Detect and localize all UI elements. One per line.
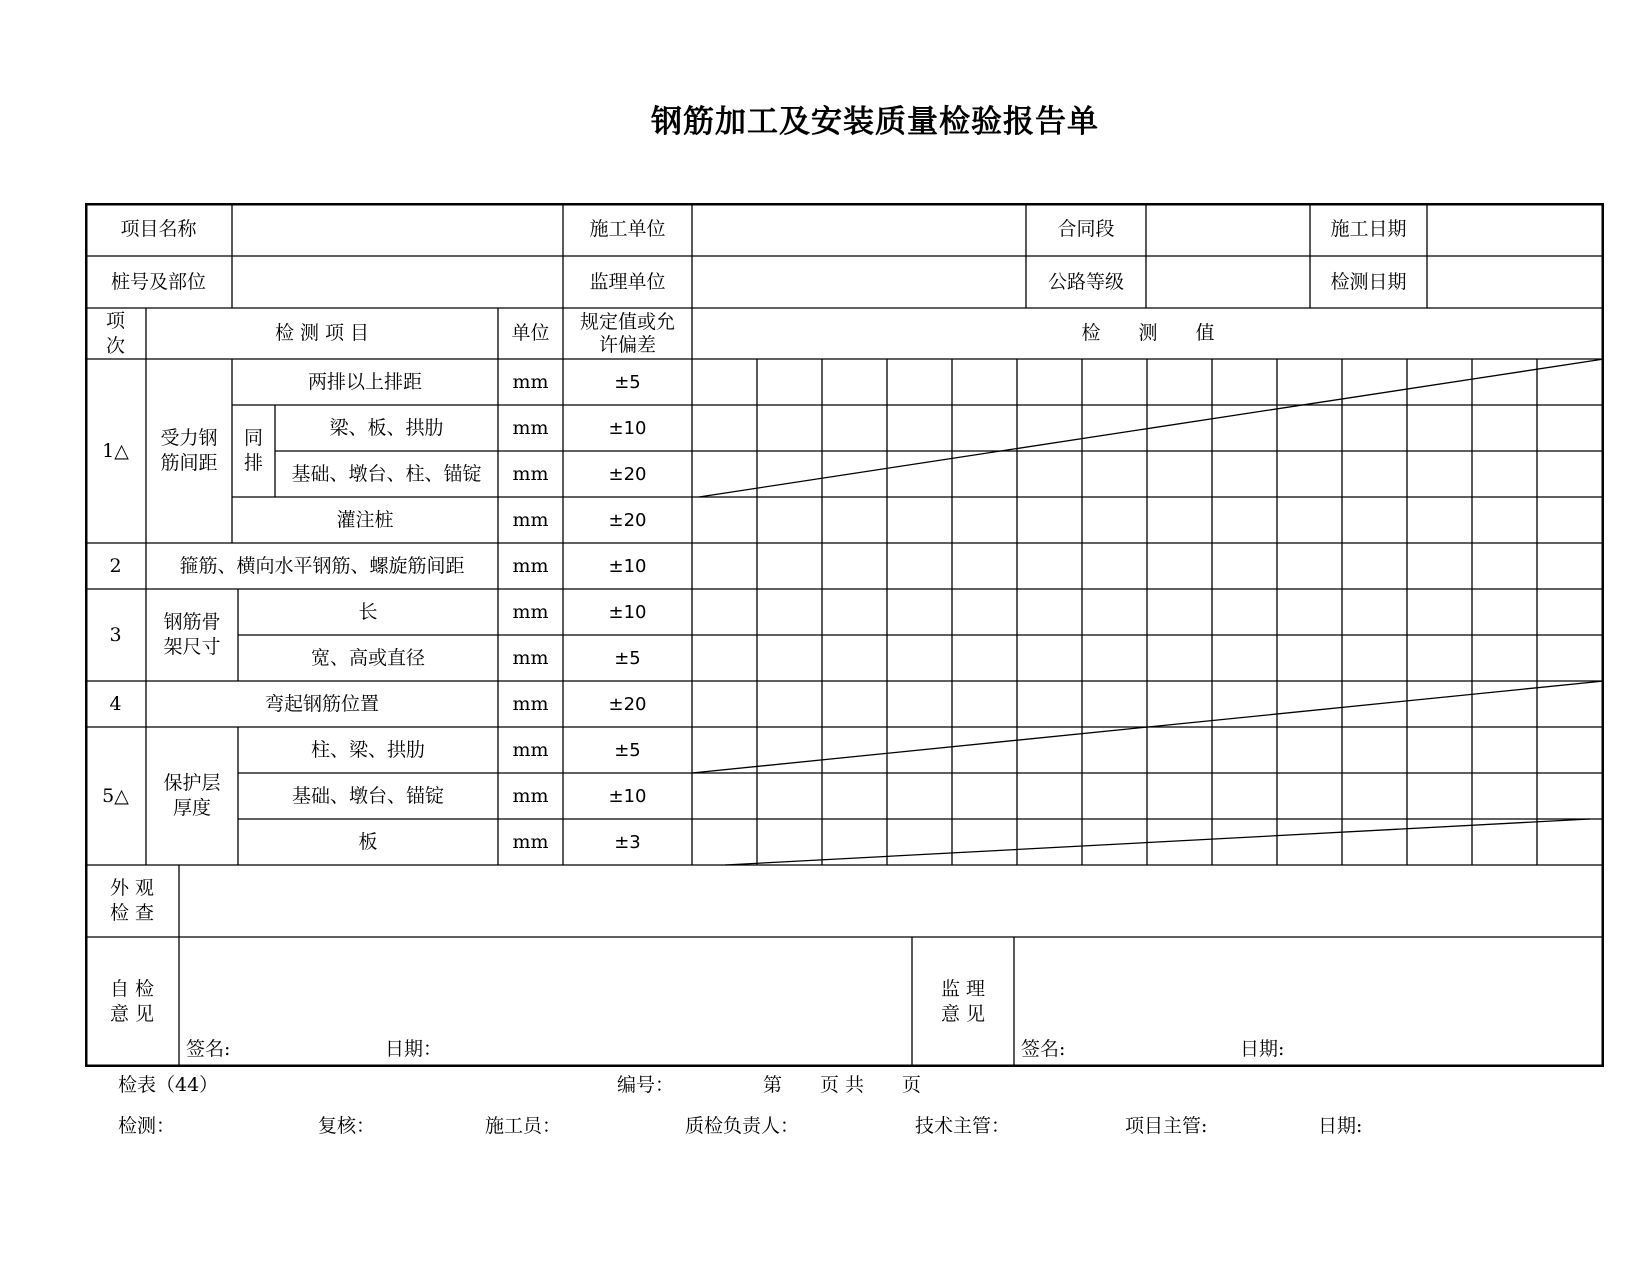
item-1-number: 1△: [102, 439, 129, 462]
reviewer-label: 复核：: [318, 1115, 376, 1137]
item-2-label: 箍筋、横向水平钢筋、螺旋筋间距: [179, 554, 465, 577]
tolerance-cell: ±5: [614, 647, 641, 669]
self-sign-label: 签名:: [186, 1037, 231, 1060]
appearance-check-label: 外 观 检 查: [109, 877, 155, 924]
test-item-header: 检 测 项 目: [274, 322, 370, 344]
tolerance-cell: ±5: [614, 371, 641, 393]
unit-cell: mm: [512, 600, 549, 623]
item-5-group: 保护层 厚度: [163, 772, 221, 819]
unit-cell: mm: [512, 646, 549, 669]
item-2-number: 2: [109, 554, 122, 577]
tolerance-cell: ±10: [608, 785, 647, 807]
item-5c-label: 板: [358, 830, 378, 853]
serial-label: 编号：: [617, 1074, 675, 1096]
form-number: 检表（44）: [118, 1074, 219, 1096]
road-grade-label: 公路等级: [1047, 270, 1124, 293]
tolerance-cell: ±20: [608, 509, 647, 531]
item-1b-label: 梁、板、拱肋: [329, 416, 444, 439]
test-date-label: 检测日期: [1330, 270, 1407, 293]
project-name-label: 项目名称: [120, 218, 197, 240]
self-check-label: 自 检 意 见: [109, 978, 155, 1025]
unit-cell: mm: [512, 784, 549, 807]
unit-cell: mm: [512, 692, 549, 715]
item-4-label: 弯起钢筋位置: [264, 692, 379, 715]
unit-cell: mm: [512, 738, 549, 761]
footer-date-label: 日期:: [1318, 1115, 1363, 1137]
tolerance-cell: ±10: [608, 555, 647, 577]
tester-label: 检测：: [118, 1115, 176, 1137]
constructor-label: 施工员：: [485, 1115, 562, 1137]
tolerance-cell: ±3: [614, 831, 641, 853]
contract-section-label: 合同段: [1057, 218, 1115, 240]
unit-cell: mm: [512, 508, 549, 531]
item-5b-label: 基础、墩台、锚锭: [291, 784, 444, 807]
station-part-label: 桩号及部位: [110, 270, 206, 293]
tech-head-label: 技术主管：: [915, 1115, 1011, 1137]
page-label: 第 页 共 页: [763, 1074, 922, 1096]
qc-head-label: 质检负责人：: [685, 1115, 800, 1137]
item-5a-label: 柱、梁、拱肋: [310, 738, 425, 761]
supervisor-label: 监理单位: [589, 270, 666, 293]
form-title: 钢筋加工及安装质量检验报告单: [651, 104, 1099, 140]
unit-cell: mm: [512, 554, 549, 577]
supervision-opinion-label: 监 理 意 见: [940, 978, 986, 1025]
tolerance-header: 规定值或允 许偏差: [579, 310, 675, 356]
supervision-sign-label: 签名:: [1021, 1037, 1066, 1060]
tolerance-cell: ±20: [608, 693, 647, 715]
item-3-number: 3: [109, 623, 122, 646]
item-1-group: 受力钢 筋间距: [160, 427, 218, 474]
unit-cell: mm: [512, 416, 549, 439]
tolerance-cell: ±5: [614, 739, 641, 761]
measured-values-header: 检 测 值: [1081, 322, 1215, 344]
unit-header: 单位: [511, 322, 550, 344]
item-5-number: 5△: [102, 784, 129, 807]
item-3a-label: 长: [358, 600, 378, 623]
item-3b-label: 宽、高或直径: [310, 646, 425, 669]
item-4-number: 4: [109, 692, 122, 715]
tolerance-cell: ±20: [608, 463, 647, 485]
project-head-label: 项目主管:: [1125, 1115, 1208, 1137]
unit-cell: mm: [512, 830, 549, 853]
contractor-label: 施工单位: [589, 218, 666, 240]
supervision-date-label: 日期:: [1240, 1037, 1285, 1060]
item-1a-label: 两排以上排距: [307, 370, 422, 393]
item-1d-label: 灌注桩: [336, 508, 394, 531]
item-1c-label: 基础、墩台、柱、锚锭: [291, 462, 482, 485]
unit-cell: mm: [512, 462, 549, 485]
unit-cell: mm: [512, 370, 549, 393]
inspection-table: [85, 203, 1604, 1067]
tolerance-cell: ±10: [608, 417, 647, 439]
tolerance-cell: ±10: [608, 601, 647, 623]
construction-date-label: 施工日期: [1330, 218, 1407, 240]
self-date-label: 日期：: [385, 1037, 443, 1060]
item-1-same-row: 同 排: [243, 427, 263, 474]
item-3-group: 钢筋骨 架尺寸: [163, 611, 221, 658]
item-no-header: 项 次: [105, 309, 125, 357]
